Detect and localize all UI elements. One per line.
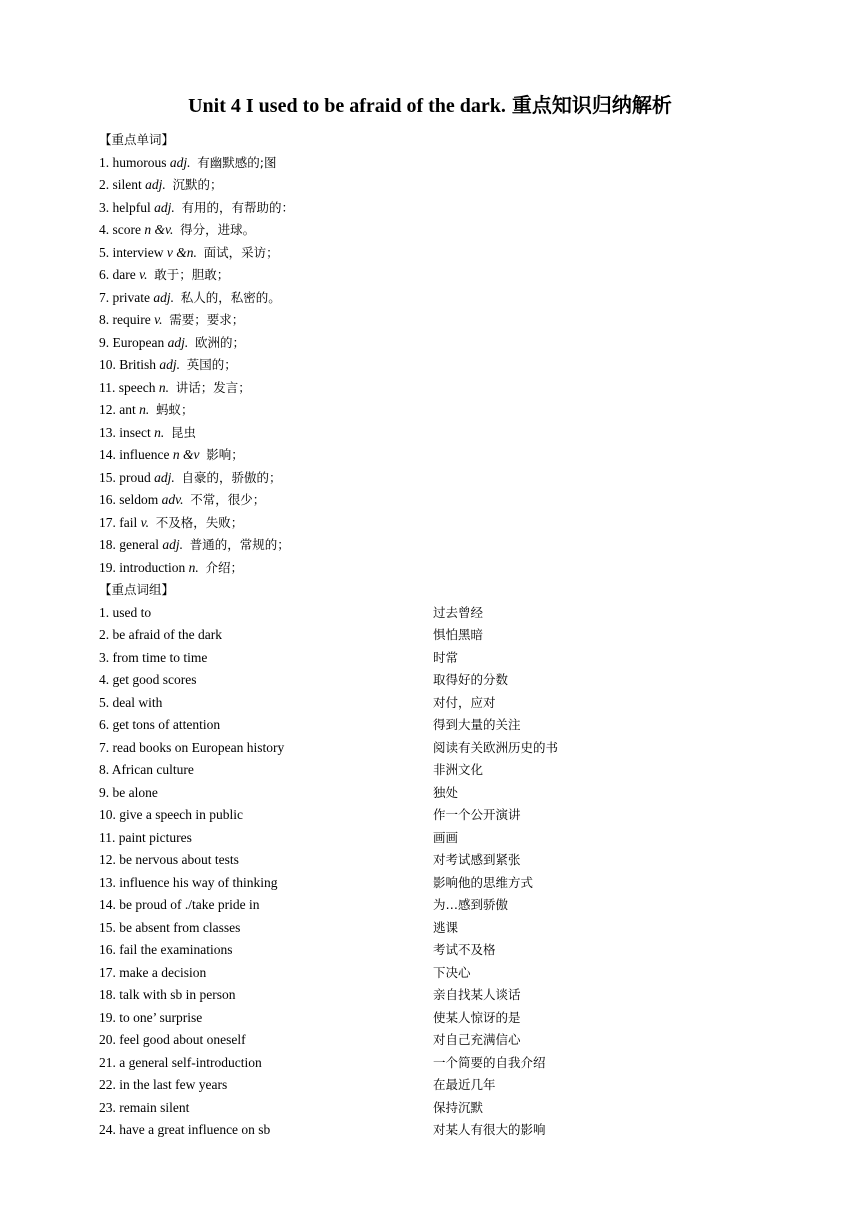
phrase-chinese: 考试不及格 [433, 942, 496, 957]
word-number: 15. [99, 469, 116, 485]
phrase-item [99, 1007, 799, 1030]
phrase-chinese: 影响他的思维方式 [433, 874, 534, 890]
word-item [99, 534, 799, 557]
phrase-chinese: 阅读有关欧洲历史的书 [433, 739, 559, 755]
phrase-item [99, 1029, 799, 1052]
word-meaning: 不常，很少； [190, 492, 266, 507]
phrase-item [99, 984, 799, 1007]
phrase-item [99, 1074, 799, 1097]
word-number: 11. [99, 379, 116, 395]
word-list [99, 152, 799, 580]
word-pos: n. [188, 559, 199, 575]
word-number: 16. [99, 492, 116, 507]
phrase-english: 2. be afraid of the dark [99, 627, 222, 642]
word-item [99, 354, 799, 377]
word-number: 17. [99, 514, 116, 530]
phrase-english: 21. a general self-introduction [99, 1054, 262, 1070]
word-pos: adj. [169, 154, 191, 170]
word-item [99, 377, 799, 400]
word-item [99, 309, 799, 332]
word-pos: n. [139, 402, 150, 417]
word-meaning: 英国的； [186, 357, 237, 372]
word-pos: n &v. [144, 222, 174, 237]
phrase-item [99, 759, 799, 782]
phrase-item [99, 1097, 799, 1120]
word-item [99, 242, 799, 265]
phrase-item [99, 602, 799, 625]
word-item [99, 174, 799, 197]
phrase-english: 11. paint pictures [99, 829, 192, 845]
phrase-item [99, 872, 799, 895]
word-item [99, 332, 799, 355]
word-term: introduction [119, 559, 186, 575]
word-meaning: 敢于；胆敢； [154, 267, 230, 282]
word-pos: adj. [159, 357, 181, 372]
phrase-chinese: 保持沉默 [433, 1099, 484, 1115]
phrase-chinese: 对付，应对 [433, 694, 496, 710]
word-pos: adj. [145, 177, 166, 192]
phrase-list [99, 602, 799, 1142]
word-number: 2. [99, 177, 110, 192]
word-pos: adj. [154, 469, 175, 485]
phrase-chinese: 在最近几年 [433, 1077, 496, 1092]
word-pos: v. [154, 312, 163, 327]
title-chinese: 重点知识归纳解析 [511, 93, 672, 117]
word-pos: adv. [161, 492, 184, 507]
word-meaning: 介绍； [205, 559, 244, 575]
phrase-chinese: 对考试感到紧张 [433, 852, 521, 867]
word-item [99, 399, 799, 422]
phrase-chinese: 对自己充满信心 [433, 1032, 521, 1047]
word-number: 3. [99, 199, 110, 215]
word-item [99, 264, 799, 287]
phrase-item [99, 917, 799, 940]
word-meaning: 自豪的，骄傲的； [181, 469, 282, 485]
word-pos: adj. [153, 289, 174, 305]
word-term: score [112, 222, 141, 237]
phrase-english: 8. African culture [99, 762, 194, 777]
word-term: humorous [112, 154, 167, 170]
phrase-english: 5. deal with [99, 694, 163, 710]
phrase-english: 20. feel good about oneself [99, 1032, 246, 1047]
phrase-item [99, 669, 799, 692]
phrase-english: 13. influence his way of thinking [99, 874, 278, 890]
word-number: 14. [99, 447, 116, 462]
title-english: Unit 4 I used to be afraid of the dark. [188, 95, 506, 117]
phrase-english: 17. make a decision [99, 964, 207, 980]
word-pos: n &v [172, 447, 200, 462]
word-pos: adj. [167, 334, 189, 350]
phrase-item [99, 647, 799, 670]
word-item [99, 152, 799, 175]
phrase-item [99, 849, 799, 872]
words-heading: 【重点单词】 [99, 132, 175, 147]
phrase-chinese: 下决心 [433, 964, 471, 980]
word-meaning: 讲话；发言； [175, 379, 251, 395]
word-meaning: 影响； [206, 447, 244, 462]
phrase-chinese: 得到大量的关注 [433, 717, 521, 732]
word-pos: n. [158, 379, 169, 395]
word-term: influence [119, 447, 170, 462]
phrase-english: 19. to one’ surprise [99, 1009, 203, 1025]
phrase-chinese: 为…感到骄傲 [433, 897, 509, 912]
phrase-chinese: 独处 [433, 784, 459, 800]
word-meaning: 欧洲的； [195, 334, 246, 350]
word-meaning: 普通的，常规的； [189, 537, 290, 552]
phrase-chinese: 过去曾经 [433, 604, 484, 620]
word-meaning: 有用的，有帮助的： [181, 199, 295, 215]
word-pos: n. [154, 424, 165, 440]
phrase-english: 7. read books on European history [99, 739, 285, 755]
word-term: insect [119, 424, 151, 440]
phrase-chinese: 作一个公开演讲 [433, 807, 521, 822]
word-meaning: 有幽默感的;图 [197, 154, 277, 170]
phrases-heading: 【重点词组】 [99, 582, 175, 597]
phrase-chinese: 取得好的分数 [433, 672, 509, 687]
word-item [99, 422, 799, 445]
phrase-chinese: 对某人有很大的影响 [433, 1122, 546, 1137]
phrase-english: 23. remain silent [99, 1099, 190, 1115]
word-term: proud [119, 469, 151, 485]
word-meaning: 昆虫 [171, 424, 197, 440]
word-number: 9. [99, 334, 110, 350]
word-term: general [119, 537, 159, 552]
word-pos: adj. [162, 537, 183, 552]
word-item [99, 444, 799, 467]
word-term: require [112, 312, 151, 327]
word-number: 6. [99, 267, 110, 282]
word-meaning: 沉默的； [172, 177, 223, 192]
phrase-chinese: 使某人惊讶的是 [433, 1009, 521, 1025]
word-number: 13. [99, 424, 116, 440]
phrase-item [99, 1119, 799, 1142]
word-number: 12. [99, 402, 116, 417]
word-item [99, 197, 799, 220]
phrase-chinese: 逃课 [433, 919, 459, 935]
phrase-chinese: 一个简要的自我介绍 [433, 1054, 546, 1070]
phrase-english: 18. talk with sb in person [99, 987, 236, 1002]
phrase-english: 1. used to [99, 604, 152, 620]
word-term: silent [112, 177, 142, 192]
word-number: 5. [99, 244, 110, 260]
word-item [99, 287, 799, 310]
word-term: interview [112, 244, 164, 260]
phrase-item [99, 894, 799, 917]
phrase-english: 15. be absent from classes [99, 919, 241, 935]
word-pos: adj. [154, 199, 175, 215]
word-term: seldom [119, 492, 159, 507]
phrase-chinese: 非洲文化 [433, 762, 484, 777]
phrase-english: 4. get good scores [99, 672, 197, 687]
content [99, 129, 799, 1142]
word-term: private [112, 289, 150, 305]
word-number: 4. [99, 222, 110, 237]
word-meaning: 蚂蚁； [156, 402, 194, 417]
word-meaning: 需要；要求； [169, 312, 245, 327]
phrase-english: 10. give a speech in public [99, 807, 243, 822]
word-number: 1. [99, 154, 110, 170]
phrase-english: 16. fail the examinations [99, 942, 233, 957]
word-term: British [119, 357, 157, 372]
word-pos: v &n. [166, 244, 197, 260]
phrase-english: 3. from time to time [99, 649, 208, 665]
page-title [0, 91, 860, 120]
phrase-item [99, 939, 799, 962]
word-item [99, 467, 799, 490]
word-term: European [112, 334, 165, 350]
phrase-english: 24. have a great influence on sb [99, 1122, 271, 1137]
phrase-english: 12. be nervous about tests [99, 852, 239, 867]
word-item [99, 489, 799, 512]
phrase-english: 9. be alone [99, 784, 158, 800]
word-number: 19. [99, 559, 116, 575]
phrase-item [99, 624, 799, 647]
word-item [99, 512, 799, 535]
word-term: speech [118, 379, 156, 395]
word-meaning: 得分，进球。 [180, 222, 256, 237]
word-term: fail [119, 514, 138, 530]
word-item [99, 219, 799, 242]
word-meaning: 私人的，私密的。 [180, 289, 281, 305]
phrase-english: 6. get tons of attention [99, 717, 221, 732]
word-number: 7. [99, 289, 110, 305]
phrase-chinese: 画画 [433, 829, 459, 845]
phrase-item [99, 782, 799, 805]
phrase-item [99, 827, 799, 850]
word-meaning: 面试，采访； [203, 244, 279, 260]
word-term: dare [112, 267, 136, 282]
phrase-chinese: 亲自找某人谈话 [433, 987, 521, 1002]
word-term: ant [119, 402, 136, 417]
phrase-item [99, 737, 799, 760]
word-number: 18. [99, 537, 116, 552]
word-pos: v. [140, 514, 149, 530]
phrase-english: 14. be proud of ./take pride in [99, 897, 260, 912]
phrase-item [99, 1052, 799, 1075]
phrase-item [99, 804, 799, 827]
word-term: helpful [112, 199, 151, 215]
word-item [99, 557, 799, 580]
phrase-chinese: 惧怕黑暗 [433, 627, 484, 642]
word-number: 8. [99, 312, 110, 327]
phrase-chinese: 时常 [433, 649, 459, 665]
phrase-item [99, 714, 799, 737]
word-meaning: 不及格，失败； [155, 514, 244, 530]
phrase-item [99, 962, 799, 985]
phrase-english: 22. in the last few years [99, 1077, 228, 1092]
word-number: 10. [99, 357, 116, 372]
word-pos: v. [139, 267, 148, 282]
phrase-item [99, 692, 799, 715]
